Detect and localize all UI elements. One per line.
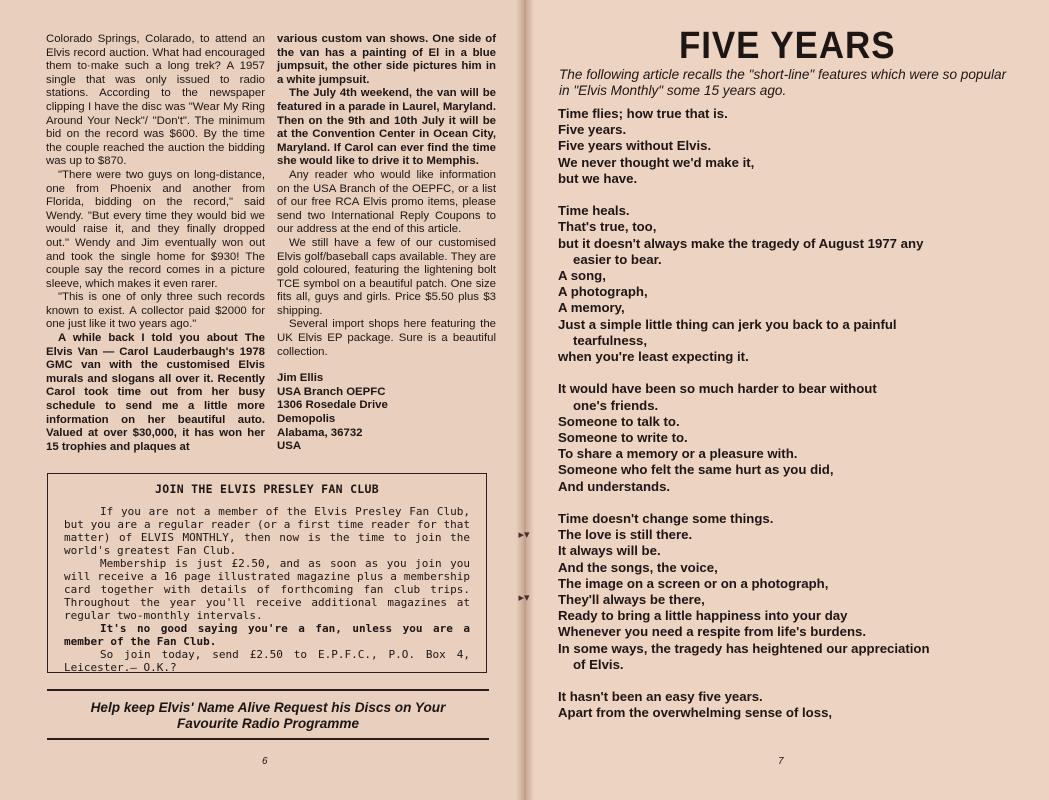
article-paragraph: "This is one of only three such records known to exist. A collector paid $2000 for one just like it two years ago." — [46, 291, 265, 331]
poem-line: And the songs, the voice, — [558, 559, 718, 575]
signature-line: 1306 Rosedale Drive — [277, 399, 388, 412]
poem-line: We never thought we'd make it, — [558, 154, 755, 170]
radio-request-banner — [47, 700, 489, 732]
article-paragraph-bold: The July 4th weekend, the van will be featured in a parade in Laurel, Maryland. Then on the 9th and 10th July it will be at the Convention Center in Ocean City, Maryland. If Carol can ever find the time she would like to drive it to Memphis. — [277, 87, 496, 168]
signature-line: USA — [277, 440, 302, 453]
poem-line: Ready to bring a little happiness into your day — [558, 608, 848, 624]
fan-club-heading: JOIN THE ELVIS PRESLEY FAN CLUB — [155, 482, 379, 496]
fan-club-paragraph: So join today, send £2.50 to E.P.F.C., P.O. Box 4, Leicester.— O.K.? — [64, 648, 470, 674]
fan-club-paragraph: Membership is just £2.50, and as soon as you join you will receive a 16 page illustrated magazine plus a membership card together with details of forthcoming fan club trips. Throughout the year you'll receive additional magazines at regular two-monthly intervals. — [64, 557, 470, 622]
fan-club-box — [47, 473, 487, 673]
banner-line: Help keep Elvis' Name Alive Request his Discs on Your — [90, 700, 446, 715]
stanza-break — [558, 495, 1028, 511]
page-number: 6 — [262, 756, 268, 767]
stanza-break — [558, 365, 1028, 381]
poem-line: Time doesn't change some things. — [558, 511, 774, 527]
poem-line: A memory, — [558, 300, 625, 316]
poem-line: but it doesn't always make the tragedy of August 1977 any — [558, 235, 924, 251]
signature-line: Alabama, 36732 — [277, 426, 363, 439]
poem-line: tearfulness, — [573, 332, 648, 348]
poem-line: but we have. — [558, 170, 638, 186]
article-paragraph: Colorado Springs, Colarado, to attend an Elvis record auction. What had encouraged them to·make such a long trek? A 1957 single that was only issued to radio stations. According to the newspaper clipping I have the disc was "Wear My Ring Around Your Neck"/ "Don't". The minimum bid on the record was $600. By the time the couple reached the auction the bidding was up to $870. — [46, 33, 265, 168]
poem-line: easier to bear. — [573, 251, 662, 267]
article-intro: The following article recalls the "short-line" features which were so popular in "Elvis Monthly" some 15 years ago. — [559, 67, 1007, 98]
poem-line: Whenever you need a respite from life's burdens. — [558, 624, 866, 640]
poem-line: Time flies; how true that is. — [558, 106, 728, 121]
poem-line: Time heals. — [558, 203, 630, 219]
poem-line: Five years without Elvis. — [558, 138, 712, 154]
poem-line: The love is still there. — [558, 527, 693, 543]
article-title: FIVE YEARS — [679, 25, 896, 67]
poem-line: Apart from the overwhelming sense of loss, — [558, 705, 833, 721]
stanza-break — [558, 673, 1028, 689]
poem-line: Just a simple little thing can jerk you back to a painful — [558, 316, 897, 332]
divider — [47, 689, 489, 691]
poem-line: It always will be. — [558, 543, 661, 559]
poem-line: Someone to write to. — [558, 430, 688, 446]
poem-line: A song, — [558, 268, 606, 284]
signature-line: Jim Ellis — [277, 372, 324, 385]
article-paragraph: We still have a few of our customised Elvis golf/baseball caps available. They are gold coloured, featuring the lightening bolt TCE symbol on a beautiful patch. One size fits all, guys and girls. Price $5.50 plus $3 shipping. — [277, 236, 496, 317]
binding-staple: ▸▾ — [518, 592, 530, 604]
poem-line: of Elvis. — [573, 656, 624, 672]
article-paragraph: "There were two guys on long-distance, one from Phoenix and another from Florida, bidding on the record," said Wendy. "But every time they would bid we would raise it, and they finally dropped out." Wendy and Jim eventually won out and took the single home for $930! The couple say the record comes in a picture sleeve, which makes it even rarer. — [46, 168, 265, 290]
article-paragraph: Several import shops here featuring the UK Elvis EP package. Sure is a beautiful collection. — [277, 318, 496, 358]
poem-line: And understands. — [558, 478, 671, 494]
poem-line: Someone to talk to. — [558, 413, 680, 429]
poem-line: Five years. — [558, 122, 627, 138]
article-paragraph: Any reader who would like information on the USA Branch of the OEPFC, or a list of our free RCA Elvis promo items, please send two International Reply Coupons to our address at the end of this article. — [277, 168, 496, 236]
banner-line: Favourite Radio Programme — [176, 716, 360, 731]
article-column-2 — [277, 33, 496, 454]
stanza-break — [558, 187, 1028, 203]
signature-line: USA Branch OEPFC — [277, 385, 386, 398]
fan-club-paragraph: If you are not a member of the Elvis Presley Fan Club, but you are a regular reader (or a first time reader for that matter) of ELVIS MONTHLY, then now is the time to join the world's greatest Fan Club. — [64, 505, 470, 557]
poem-line: It would have been so much harder to bear without — [558, 381, 877, 397]
page-gutter — [516, 0, 534, 800]
poem-line: when you're least expecting it. — [558, 349, 749, 365]
poem-line: In some ways, the tragedy has heightened our appreciation — [558, 640, 930, 656]
poem-line: Someone who felt the same hurt as you did, — [558, 462, 834, 478]
signature-line: Demopolis — [277, 413, 336, 426]
poem-line: That's true, too, — [558, 219, 657, 235]
article-column-1 — [46, 33, 265, 454]
poem-line: It hasn't been an easy five years. — [558, 689, 763, 705]
fan-club-paragraph-bold: It's no good saying you're a fan, unless you are a member of the Fan Club. — [64, 622, 470, 648]
poem-line: The image on a screen or on a photograph, — [558, 575, 829, 591]
article-paragraph-bold: A while back I told you about The Elvis Van — Carol Lauderbaugh's 1978 GMC van with the customised Elvis murals and slogans all over it. Recently Carol took time out from her busy schedule to send me a little more information on her beautiful auto. Valued at over $30,000, it has won her 15 trophies and plaques at — [46, 332, 265, 453]
left-page — [0, 0, 522, 800]
poem — [558, 106, 1028, 722]
poem-line: To share a memory or a pleasure with. — [558, 446, 798, 462]
poem-line: They'll always be there, — [558, 592, 705, 608]
divider — [47, 738, 489, 740]
poem-line: one's friends. — [573, 397, 659, 413]
page-number: 7 — [778, 756, 784, 767]
poem-line: A photograph, — [558, 284, 648, 300]
binding-staple: ▸▾ — [518, 529, 530, 541]
article-paragraph-bold: various custom van shows. One side of the van has a painting of El in a blue jumpsuit, the other side pictures him in a white jumpsuit. — [277, 33, 496, 86]
